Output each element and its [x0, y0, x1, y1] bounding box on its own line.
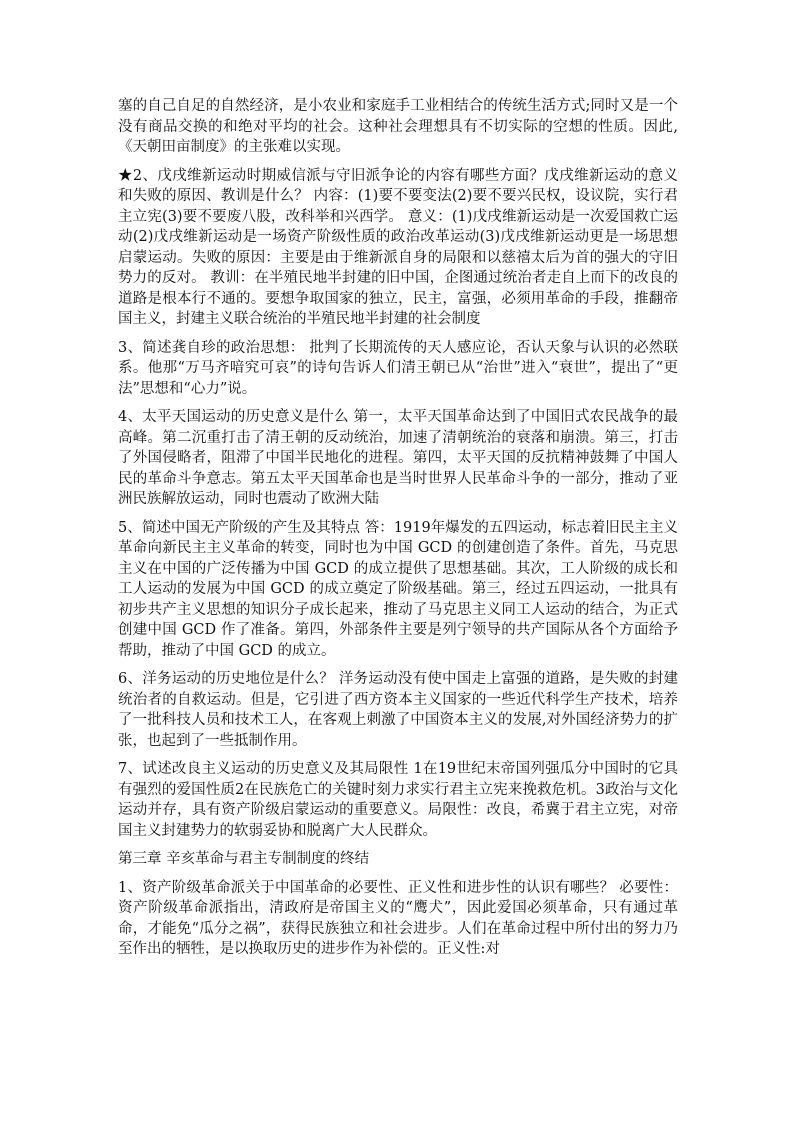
paragraph-ch3-q1-revolution: 1、资产阶级革命派关于中国革命的必要性、正义性和进步性的认识有哪些？ 必要性：资产阶级革命派指出，清政府是帝国主义的“鹰犬”，因此爱国必须革命，只有通过革命，才能免“瓜分之祸”，获得民族独立和社会进步。人们在革命过程中所付出的努力乃至作出的牺牲，是以换取历史的进步作为补偿的。正义性:对	[118, 879, 678, 957]
paragraph-q4-taiping-significance: 4、太平天国运动的历史意义是什么 第一，太平天国革命达到了中国旧式农民战争的最高峰。第二沉重打击了清王朝的反动统治，加速了清朝统治的衰落和崩溃。第三，打击了外国侵略者，阻滞了中国半民地化的进程。第四，太平天国的反抗精神鼓舞了中国人民的革命斗争意志。第五太平天国革命也是当时世界人民革命斗争的一部分，推动了亚洲民族解放运动，同时也震动了欧洲大陆	[118, 409, 678, 507]
paragraph-q6-westernization: 6、洋务运动的历史地位是什么？ 洋务运动没有使中国走上富强的道路，是失败的封建统治者的自救运动。但是，它引进了西方资本主义国家的一些近代科学生产技术，培养了一批科技人员和技术工人，在客观上刺激了中国资本主义的发展,对外国经济势力的扩张，也起到了一些抵制作用。	[118, 671, 678, 749]
paragraph-taiping-land-system-conclusion: 塞的自己自足的自然经济，是小农业和家庭手工业相结合的传统生活方式;同时又是一个没有商品交换的和绝对平均的社会。这种社会理想具有不切实际的空想的性质。因此,《天朝田亩制度》的主张难以实现。	[118, 98, 678, 155]
paragraph-q7-reformism: 7、试述改良主义运动的历史意义及其局限性 1在19世纪末帝国列强瓜分中国时的它具有强烈的爱国性质2在民族危亡的关键时刻力求实行君主立宪来挽救危机。3政治与文化运动并存，具有资产阶级启蒙运动的重要意义。局限性：改良，希冀于君主立宪，对帝国主义封建势力的软弱妥协和脱离广大人民群众。	[118, 761, 678, 839]
chapter-heading: 第三章 辛亥革命与君主专制制度的终结	[118, 851, 370, 867]
document-page	[118, 96, 678, 968]
paragraph-q5-proletariat: 5、简述中国无产阶级的产生及其特点 答：1919年爆发的五四运动，标志着旧民主主义革命向新民主主义革命的转变，同时也为中国 GCD 的创建创造了条件。首先，马克思主义在中国的广泛传播为中国 GCD 的成立提供了思想基础。其次，工人阶级的成长和工人运动的发展为中国 GCD 的成立奠定了阶级基础。第三，经过五四运动，一批具有初步共产主义思想的知识分子成长起来，推动了马克思主义同工人运动的结合，为正式创建中国 GCD 作了准备。第四，外部条件主要是列宁领导的共产国际从各个方面给予帮助，推动了中国 GCD 的成立。	[118, 519, 678, 659]
paragraph-q3-gong-zizhen: 3、简述龚自珍的政治思想： 批判了长期流传的天人感应论，否认天象与认识的必然联系。他那“万马齐喑究可哀”的诗句告诉人们清王朝已从“治世”进入“衰世”，提出了“更法”思想和“心力”说。	[118, 339, 678, 397]
paragraph-q2-reform-movement: ★2、戊戌维新运动时期威信派与守旧派争论的内容有哪些方面？戊戌维新运动的意义和失败的原因、教训是什么？ 内容：(1)要不要变法(2)要不要兴民权，设议院，实行君主立宪(3)要不要废八股，改科举和兴西学。 意义：(1)戊戌维新运动是一次爱国救亡运动(2)戊戌维新运动是一场资产阶级性质的政治改革运动(3)戊戌维新运动更是一场思想启蒙运动。失败的原因：主要是由于维新派自身的局限和以慈禧太后为首的强大的守旧势力的反对。 教训：在半殖民地半封建的旧中国，企图通过统治者走自上而下的改良的道路是根本行不通的。要想争取国家的独立，民主，富强，必须用革命的手段，推翻帝国主义，封建主义联合统治的半殖民地半封建的社会制度	[118, 167, 678, 327]
